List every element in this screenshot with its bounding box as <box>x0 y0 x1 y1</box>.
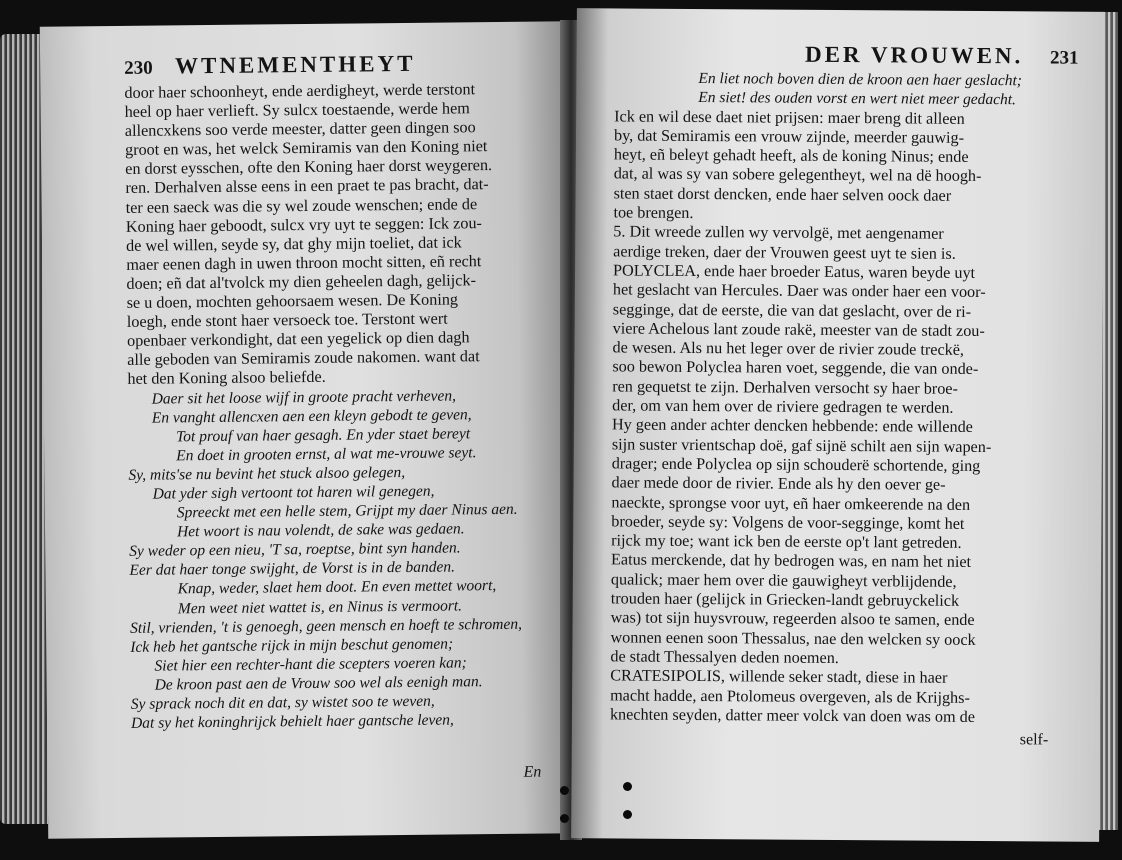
prose-line: ren. Derhalven alsse eens in een praet te pas bracht, dat- <box>125 175 489 198</box>
verse-line: En siet! des ouden vorst en wert niet meer gedacht. <box>698 89 1017 109</box>
left-catchword: En <box>523 763 542 781</box>
verse-line: Dat sy het koninghrijck behielt haer gantsche leven, <box>130 711 454 732</box>
prose-line: Koning haer geboodt, sulcx vry uyt te seggen: Ick zou- <box>125 213 482 236</box>
binding-dot <box>623 782 632 791</box>
verse-line: Ick heb het gantsche rijck in mijn beschut genomen; <box>130 635 454 656</box>
prose-line: openbaer verkondight, dat een yegelick op dien dagh <box>126 328 470 351</box>
prose-line: broeder, seyde sy: Volgens de voor-seggingе, komt het <box>611 512 965 533</box>
prose-line: toe brengen. <box>613 203 694 223</box>
right-page-number: 231 <box>1049 47 1079 69</box>
prose-line: macht hadde, aen Ptolomeus overgeven, als de Krijghs- <box>610 685 970 707</box>
left-page-header <box>124 50 528 80</box>
prose-line: ren gequetst te zijn. Derhalven versocht sy haer broe- <box>612 377 958 398</box>
verse-line: Dat yder sigh vertoont tot haren wil genegen, <box>152 482 435 503</box>
left-page-number: 230 <box>124 57 153 79</box>
verse-line: Daer sit het loose wijf in groote pracht verheven, <box>151 386 457 408</box>
prose-line: doen; eñ dat al'tvolck my dien geheelen dagh, gelijck- <box>126 271 477 293</box>
verse-line: En doet in grooten ernst, al wat me-vrouwe seyt. <box>176 444 477 465</box>
prose-line: naeckte, sprongse voor uyt, eñ haer omkeerende na den <box>611 492 971 514</box>
verse-line: Knap, weder, slaet hem doot. En even mettet woort, <box>177 577 497 598</box>
prose-line: ter een saeck was die sy wel zoude wenschen; ende de <box>125 194 478 217</box>
prose-line: heyt, eñ beleyt gehadt heeft, als de koning Ninus; ende <box>613 145 969 167</box>
prose-line: het den Koning alsoo beliefde. <box>127 368 326 389</box>
left-running-head: WTNEMENTHEYT <box>174 50 416 79</box>
binding-dot <box>560 814 569 823</box>
prose-line: de stadt Thessalyen deden noemen. <box>610 647 839 667</box>
verse-line: En liet noch boven dien de kroon aen haer geslacht; <box>698 70 1023 90</box>
prose-line: groot en was, het welck Semiramis van den Koning niet <box>124 137 488 160</box>
right-running-head: DER VROUWEN. <box>804 41 1024 69</box>
prose-line: POLYCLEA, ende haer broeder Eatus, waren beyde uyt <box>613 261 976 282</box>
verse-line: Sy sprack noch dit en dat, sy wistet soo te weven, <box>130 692 435 713</box>
prose-line: de wesen. Als nu het leger over de rivier zoude treckë, <box>612 338 965 360</box>
prose-line: drager; ende Polyclea op sijn schouderë schortende, ging <box>611 454 981 475</box>
verse-line: Siet hier een rechter-hant die scepters voeren kan; <box>154 654 467 675</box>
prose-line: CRATESIPOLIS, willende seker stadt, diese in haer <box>610 666 948 687</box>
prose-line: de wel willen, seyde sy, dat ghy mijn toeliet, dat ick <box>125 233 462 255</box>
verse-line: Sy weder op een nieu, 'T sa, roeptse, bint syn handen. <box>129 539 461 561</box>
left-page-text <box>124 80 549 734</box>
prose-line: en dorst eysschen, ofte den Koning haer dorst weygeren. <box>125 156 493 179</box>
binding-dot <box>560 786 569 795</box>
binding-dot <box>623 810 632 819</box>
prose-line: sijn suster vrientschap doë, gaf sijnë schilt aen sijn wapen- <box>611 435 992 456</box>
prose-line: 5. Dit wreede zullen wy vervolgë, met aengenamer <box>613 222 944 244</box>
prose-line: door haer schoonheyt, ende aerdigheyt, werde terstont <box>124 80 476 102</box>
prose-line: trouden haer (gelijck in Griecken-landt gebruyckelick <box>610 589 960 610</box>
verse-line: Stil, vrienden, 't is genoegh, geen mensch en hoeft te schromen, <box>129 615 522 637</box>
verse-line: Spreeckt met een helle stem, Grijpt my daer Ninus aen. <box>176 500 518 522</box>
prose-line: Hy geen ander achter dencken hebbende: ende willende <box>611 415 973 437</box>
prose-line: qualick; maer hem over die gauwigheyt verblijdende, <box>610 570 957 591</box>
right-page <box>571 8 1105 842</box>
prose-line: alle geboden van Semiramis zoude nakomen. want dat <box>127 347 480 370</box>
verse-line: Tot prouf van haer gesagh. En yder staet bereyt <box>175 424 471 446</box>
right-page-text <box>610 68 1071 727</box>
prose-line: rijck my toe; want ick ben de eerste op't lant getreden. <box>611 531 962 552</box>
prose-line: sten staet dorst dencken, ende haer selven oock daer <box>613 184 952 205</box>
verse-line: Eer dat haer tonge swijght, de Vorst is in de banden. <box>129 558 456 580</box>
right-page-header <box>686 41 1078 70</box>
verse-line: Men weet niet wattet is, en Ninus is vermoort. <box>177 596 463 617</box>
prose-line: der, om van hem over de riviere gedragen te werden. <box>612 396 954 417</box>
left-page <box>40 21 576 838</box>
prose-line: maer eenen dagh in uwen throon mocht sitten, eñ recht <box>126 252 482 274</box>
prose-line: dat, al was sy van sobere gelegentheyt, wel na dë hoogh- <box>613 164 982 186</box>
prose-line: aerdige treken, daer der Vrouwen geest uyt te sien is. <box>613 242 956 263</box>
prose-line: by, dat Semiramis een vrouw zijnde, meerder gauwig- <box>613 126 965 147</box>
verse-line: Het woort is nau volendt, de sake was gedaen. <box>176 520 465 541</box>
prose-line: daer mede door de rivier. Ende als hy den oever ge- <box>611 473 946 494</box>
prose-line: was) tot sijn huysvrouw, regeerden alsoo te samen, ende <box>610 608 975 630</box>
prose-line: knechten seyden, datter meer volck van doen was om de <box>609 705 976 726</box>
right-catchword: self- <box>1019 731 1049 749</box>
prose-line: seggingе, dat de eerste, die van dat geslacht, over de ri- <box>612 299 972 321</box>
prose-line: Ick en wil dese daet niet prijsen: maer breng dit alleen <box>614 107 965 128</box>
verse-line: De kroon past aen de Vrouw soo wel als eenigh man. <box>154 673 483 694</box>
prose-line: loegh, ende stont haer versoeck toe. Terstont wert <box>126 309 448 332</box>
prose-line: Eatus merckende, dat hy bedrogen was, en nam het niet <box>610 550 972 572</box>
verse-line: Sy, mits'se nu bevint het stuck alsoo gelegen, <box>128 463 406 484</box>
prose-line: se u doen, mochten gehoorsaem wesen. De Koning <box>126 290 459 312</box>
prose-line: soo bewon Polyclea haren voet, seggende, die van onde- <box>612 357 979 379</box>
prose-line: allencxkens soo verde meester, datter geen dingen soo <box>124 118 476 141</box>
verse-line: En vanght allencxen aen een kleyn gebodt te geven, <box>151 405 472 427</box>
prose-line: viere Achelous lant zoude rakë, meester van de stadt zou- <box>612 319 985 340</box>
prose-line: wonnen eenen soon Thessalus, nae den welcken sy oock <box>610 628 976 649</box>
prose-line: heel op haer verlieft. Sy sulcx toestaende, werde hem <box>124 99 470 121</box>
prose-line: het geslacht van Hercules. Daer was onder haer een voor- <box>612 280 986 302</box>
